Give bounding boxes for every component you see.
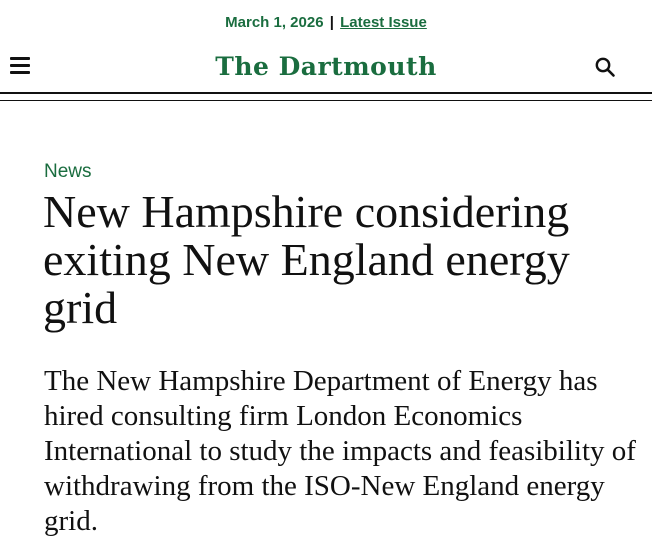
issue-date: March 1, 2026 [225,14,324,31]
header-divider-thick [0,92,652,94]
article-dek: The New Hampshire Department of Energy has hired consulting firm London Economics International to study the impacts and feasibility of withdrawing from the ISO-New England energy grid. [44,365,636,537]
section-label-news[interactable]: News [44,161,92,182]
search-icon[interactable] [594,56,616,78]
topbar-separator: | [329,14,334,31]
masthead-logo[interactable]: The Dartmouth [215,52,437,81]
header-divider-thin [0,100,652,101]
latest-issue-link[interactable]: Latest Issue [340,14,427,31]
top-bar [0,13,652,33]
article-headline: New Hampshire considering exiting New England energy grid [43,186,570,333]
